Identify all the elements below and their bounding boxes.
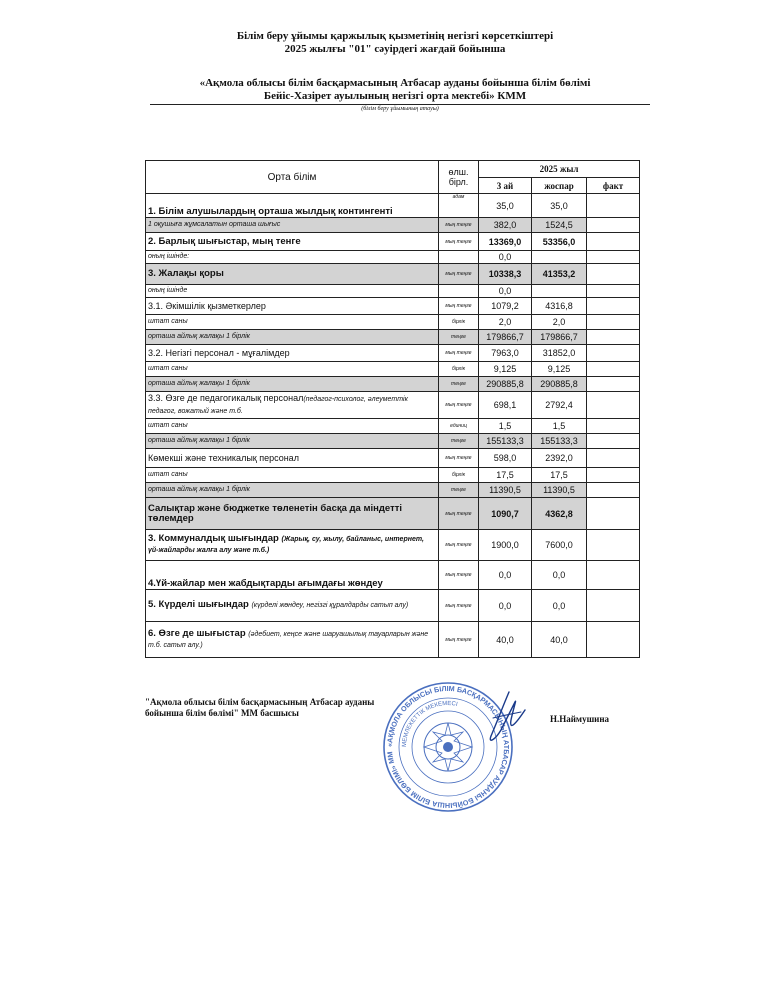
row-fact (587, 264, 640, 285)
row-name-main: 3.3. Өзге де педагогикалық персонал (148, 393, 304, 403)
row-3-months: 10338,3 (479, 264, 532, 285)
row-name: орташа айлық жалақы 1 бірлік (146, 377, 439, 392)
report-title: Білім беру ұйымы қаржылық қызметінің негізгі көрсеткіштері (236, 30, 554, 42)
row-name (146, 392, 439, 419)
row-name: штат саны (146, 362, 439, 377)
row-plan: 2,0 (532, 315, 587, 330)
row-unit: мың теңге (439, 298, 479, 315)
row-3-months: 179866,7 (479, 330, 532, 345)
column-header-3-months: 3 ай (479, 178, 532, 194)
row-plan: 17,5 (532, 468, 587, 483)
row-unit (439, 251, 479, 264)
table-row (146, 561, 640, 590)
row-name: 3. Жалақы қоры (146, 264, 439, 285)
column-header-unit: өлш. бірл. (439, 161, 479, 194)
table-row (146, 392, 640, 419)
row-plan: 11390,5 (532, 483, 587, 498)
row-fact (587, 434, 640, 449)
row-3-months: 35,0 (479, 194, 532, 218)
row-fact (587, 392, 640, 419)
table-row (146, 218, 640, 233)
row-3-months: 17,5 (479, 468, 532, 483)
scan-top-edge (0, 0, 778, 8)
signatory-org-line1: "Ақмола облысы білім басқармасының Атбасар ауданы (145, 697, 375, 707)
table-row (146, 315, 640, 330)
row-fact (587, 449, 640, 468)
row-fact (587, 345, 640, 362)
row-name: 1. Білім алушылардың орташа жылдық контингенті (146, 194, 439, 218)
row-unit: бірлік (439, 315, 479, 330)
row-name: 1 оқушыға жұмсалатын орташа шығыс (146, 218, 439, 233)
row-plan: 41353,2 (532, 264, 587, 285)
column-header-plan: жоспар (532, 178, 587, 194)
table-row (146, 285, 640, 298)
row-unit: мың теңге (439, 498, 479, 530)
row-name-note: (педагог-психолог, әлеуметтік педагог, вожатый және т.б. (148, 396, 408, 415)
row-fact (587, 194, 640, 218)
row-name: орташа айлық жалақы 1 бірлік (146, 330, 439, 345)
row-3-months: 155133,3 (479, 434, 532, 449)
row-unit: теңге (439, 483, 479, 498)
table-row (146, 251, 640, 264)
row-plan: 290885,8 (532, 377, 587, 392)
table-row (146, 194, 640, 218)
row-name: Көмекші және техникалық персонал (146, 449, 439, 468)
row-name-note: (күрделі жөндеу, негізгі құралдарды сатып алу) (251, 602, 409, 609)
row-3-months: 1900,0 (479, 530, 532, 561)
row-fact (587, 362, 640, 377)
row-name-main: 6. Өзге де шығыстар (148, 627, 249, 639)
row-unit: теңге (439, 434, 479, 449)
row-plan (532, 251, 587, 264)
table-row (146, 483, 640, 498)
table-row (146, 449, 640, 468)
row-plan: 31852,0 (532, 345, 587, 362)
row-name: 2. Барлық шығыстар, мың тенге (146, 233, 439, 251)
row-plan: 179866,7 (532, 330, 587, 345)
row-unit: мың теңге (439, 530, 479, 561)
row-name: оның ішінде (146, 285, 439, 298)
row-fact (587, 590, 640, 622)
organization-caption: (білім беру ұйымының атауы) (361, 106, 439, 112)
row-fact (587, 218, 640, 233)
row-plan: 4362,8 (532, 498, 587, 530)
row-name-main: 5. Күрделі шығындар (148, 599, 252, 610)
row-fact (587, 483, 640, 498)
table-row (146, 362, 640, 377)
report-date: 2025 жылғы "01" сәуірдегі жағдай бойынша (284, 43, 506, 55)
row-fact (587, 330, 640, 345)
indicators-table (145, 160, 640, 658)
row-name-main: 3. Коммуналдық шығындар (148, 533, 282, 544)
row-plan: 1524,5 (532, 218, 587, 233)
row-name: орташа айлық жалақы 1 бірлік (146, 483, 439, 498)
table-row (146, 468, 640, 483)
row-name-note: (әдебиет, кеңсе және шаруашылық тауарларын және т.б. сатып алу.) (148, 630, 429, 649)
row-plan (532, 285, 587, 298)
row-unit: теңге (439, 330, 479, 345)
row-name: штат саны (146, 419, 439, 434)
row-unit (439, 285, 479, 298)
organization-underline (150, 104, 650, 105)
row-fact (587, 251, 640, 264)
row-name: орташа айлық жалақы 1 бірлік (146, 434, 439, 449)
row-fact (587, 530, 640, 561)
table-row (146, 264, 640, 285)
row-plan: 2792,4 (532, 392, 587, 419)
row-3-months: 40,0 (479, 622, 532, 658)
row-plan: 40,0 (532, 622, 587, 658)
table-header-row (146, 161, 640, 178)
table-row (146, 434, 640, 449)
table-row (146, 419, 640, 434)
row-plan: 4316,8 (532, 298, 587, 315)
row-3-months: 382,0 (479, 218, 532, 233)
row-3-months: 0,0 (479, 590, 532, 622)
row-name: Салықтар және бюджетке төленетін басқа да міндетті төлемдер (146, 498, 439, 530)
row-fact (587, 419, 640, 434)
organization-name-line2: Бейіс-Хазірет ауылының негізгі орта мектебі» КММ (263, 90, 527, 102)
row-3-months: 11390,5 (479, 483, 532, 498)
row-fact (587, 298, 640, 315)
row-3-months: 0,0 (479, 251, 532, 264)
signatory-org-line2: бойынша білім бөлімі" ММ басшысы (145, 708, 299, 718)
row-3-months: 290885,8 (479, 377, 532, 392)
row-name: оның ішінде: (146, 251, 439, 264)
row-unit: мың теңге (439, 449, 479, 468)
row-unit: мың теңге (439, 622, 479, 658)
row-name-note: (Жарық, су, жылу, байланыс, интернет, үй-жайларды жалға алу және т.б.) (148, 536, 424, 554)
row-name (146, 622, 439, 658)
row-3-months: 698,1 (479, 392, 532, 419)
row-3-months: 1090,7 (479, 498, 532, 530)
row-3-months: 2,0 (479, 315, 532, 330)
row-3-months: 1079,2 (479, 298, 532, 315)
row-unit: мың теңге (439, 345, 479, 362)
organization-block (140, 77, 650, 103)
report-title-block (140, 30, 650, 56)
row-plan: 0,0 (532, 590, 587, 622)
row-unit: мың теңге (439, 233, 479, 251)
row-unit: единиц (439, 419, 479, 434)
column-header-year: 2025 жыл (479, 161, 640, 178)
table-row (146, 530, 640, 561)
row-plan: 7600,0 (532, 530, 587, 561)
row-fact (587, 285, 640, 298)
state-emblem-icon (424, 723, 472, 771)
row-fact (587, 377, 640, 392)
row-unit: бірлік (439, 362, 479, 377)
table-row (146, 345, 640, 362)
stamp-outer-text: «АҚМОЛА ОБЛЫСЫ БІЛІМ БАСҚАРМАСЫНЫҢ АТБАСАР АУДАНЫ БОЙЫНША БІЛІМ БӨЛІМІ» ММ (384, 683, 512, 811)
row-3-months: 1,5 (479, 419, 532, 434)
row-plan: 35,0 (532, 194, 587, 218)
row-unit: мың теңге (439, 392, 479, 419)
table-row (146, 498, 640, 530)
table-row (146, 622, 640, 658)
row-name: 3.1. Әкімшілік қызметкерлер (146, 298, 439, 315)
row-3-months: 7963,0 (479, 345, 532, 362)
row-unit: мың теңге (439, 561, 479, 590)
row-unit: адам (439, 194, 479, 218)
column-header-name: Орта білім (146, 161, 439, 194)
table-row (146, 377, 640, 392)
row-fact (587, 315, 640, 330)
row-unit: мың теңге (439, 264, 479, 285)
row-plan: 0,0 (532, 561, 587, 590)
row-name (146, 530, 439, 561)
row-unit: теңге (439, 377, 479, 392)
table-row (146, 330, 640, 345)
stamp-inner-text: МЕМЛЕКЕТТІК МЕКЕМЕСІ (401, 700, 459, 748)
row-3-months: 9,125 (479, 362, 532, 377)
column-header-fact: факт (587, 178, 640, 194)
row-3-months: 13369,0 (479, 233, 532, 251)
table-row (146, 298, 640, 315)
row-fact (587, 622, 640, 658)
row-plan: 9,125 (532, 362, 587, 377)
row-name: 4.Үй-жайлар мен жабдықтарды ағымдағы жөндеу (146, 561, 439, 590)
row-plan: 155133,3 (532, 434, 587, 449)
row-3-months: 598,0 (479, 449, 532, 468)
table-row (146, 590, 640, 622)
row-plan: 1,5 (532, 419, 587, 434)
row-name: 3.2. Негізгі персонал - мұғалімдер (146, 345, 439, 362)
row-3-months: 0,0 (479, 561, 532, 590)
row-plan: 53356,0 (532, 233, 587, 251)
row-plan: 2392,0 (532, 449, 587, 468)
handwritten-signature (475, 688, 535, 758)
row-name: штат саны (146, 315, 439, 330)
row-unit: бірлік (439, 468, 479, 483)
row-fact (587, 561, 640, 590)
organization-name-line1: «Ақмола облысы білім басқармасының Атбасар ауданы бойынша білім бөлімі (199, 77, 591, 89)
table-row (146, 233, 640, 251)
row-3-months: 0,0 (479, 285, 532, 298)
row-name: штат саны (146, 468, 439, 483)
row-fact (587, 498, 640, 530)
signer-name: Н.Наймушина (550, 714, 610, 724)
row-fact (587, 233, 640, 251)
row-unit: мың теңге (439, 590, 479, 622)
row-unit: мың теңге (439, 218, 479, 233)
row-fact (587, 468, 640, 483)
row-name (146, 590, 439, 622)
